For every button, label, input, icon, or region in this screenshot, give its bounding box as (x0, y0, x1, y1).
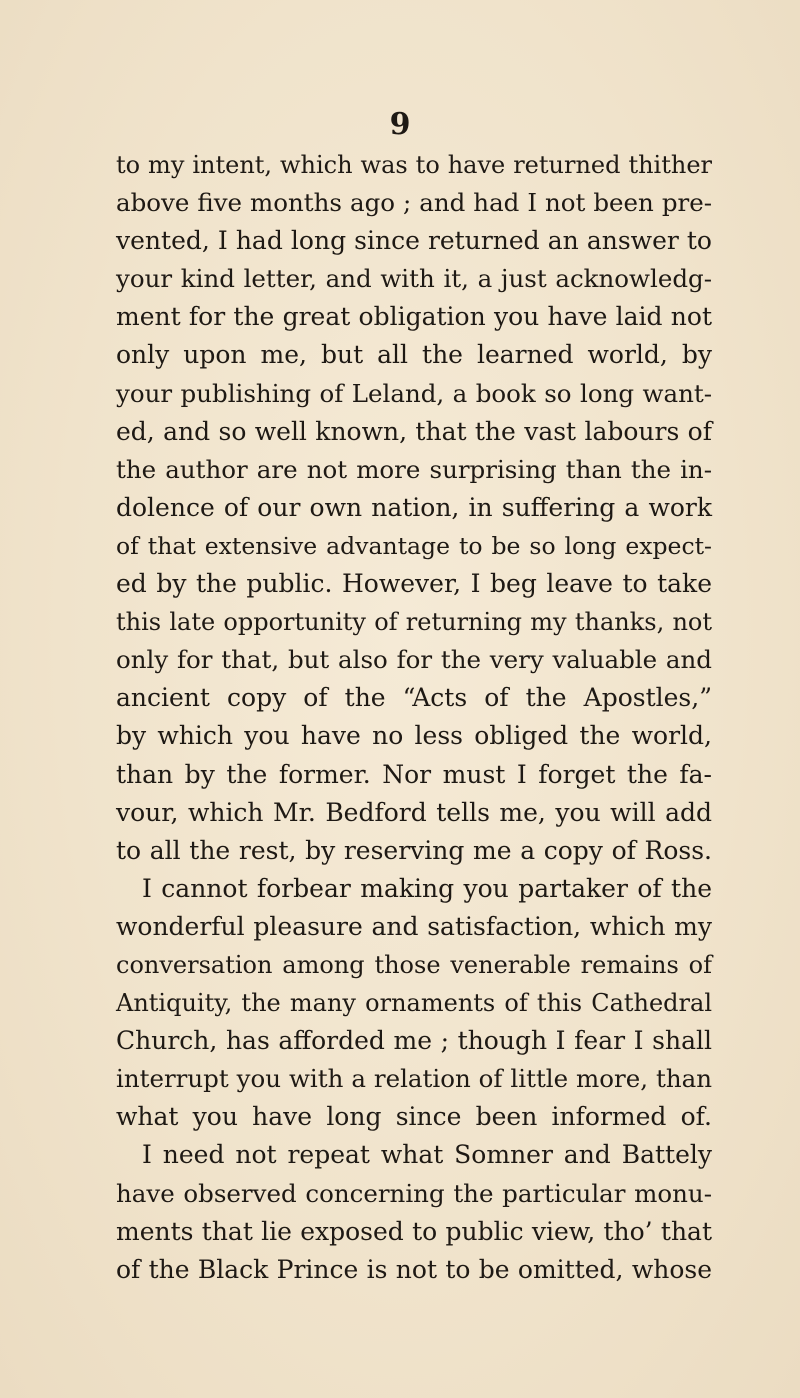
text-line: than by the former. Nor must I forget the fa- (116, 759, 712, 789)
text-line: to my intent, which was to have returned thither (116, 151, 712, 179)
text-line: by which you have no less obliged the world, (116, 721, 712, 751)
text-line: the author are not more surprising than the in- (116, 454, 712, 484)
text-line: ancient copy of the “Acts of the Apostles,” (116, 683, 712, 713)
text-line: vented, I had long since returned an answer to (116, 226, 712, 256)
text-line: above five months ago ; and had I not been pre- (116, 188, 712, 218)
text-line: ed by the public. However, I beg leave to take (116, 569, 712, 599)
text-line: what you have long since been informed of. (116, 1102, 712, 1132)
text-line: I cannot forbear making you partaker of the (142, 873, 712, 903)
text-line: interrupt you with a relation of little more, than (116, 1064, 712, 1094)
text-line: your kind letter, and with it, a just acknowledg- (116, 264, 712, 294)
text-line: vour, which Mr. Bedford tells me, you will add (116, 797, 712, 827)
text-line: of the Black Prince is not to be omitted, whose (116, 1254, 712, 1284)
text-line: to all the rest, by reserving me a copy of Ross. (116, 835, 712, 865)
page-number: 9 (389, 107, 411, 142)
text-line: of that extensive advantage to be so long expect- (116, 531, 712, 560)
text-line: Antiquity, the many ornaments of this Cathedral (116, 989, 712, 1018)
body-text (116, 146, 712, 1289)
text-line: your publishing of Leland, a book so long want- (116, 378, 712, 408)
text-line: this late opportunity of returning my thanks, not (116, 608, 712, 637)
text-line: ment for the great obligation you have laid not (116, 302, 712, 332)
text-line: only upon me, but all the learned world, by (116, 340, 712, 370)
text-line: Church, has afforded me ; though I fear I shall (116, 1026, 712, 1056)
text-line: ments that lie exposed to public view, tho’ that (116, 1216, 712, 1246)
text-line: I need not repeat what Somner and Battely (142, 1140, 712, 1170)
text-line: only for that, but also for the very valuable and (116, 645, 712, 675)
text-line: dolence of our own nation, in suffering a work (116, 492, 712, 522)
text-line: wonderful pleasure and satisfaction, which my (116, 911, 712, 941)
text-line: have observed concerning the particular monu- (116, 1178, 712, 1208)
text-line: conversation among those venerable remains of (116, 950, 712, 979)
text-line: ed, and so well known, that the vast labours of (116, 416, 712, 446)
